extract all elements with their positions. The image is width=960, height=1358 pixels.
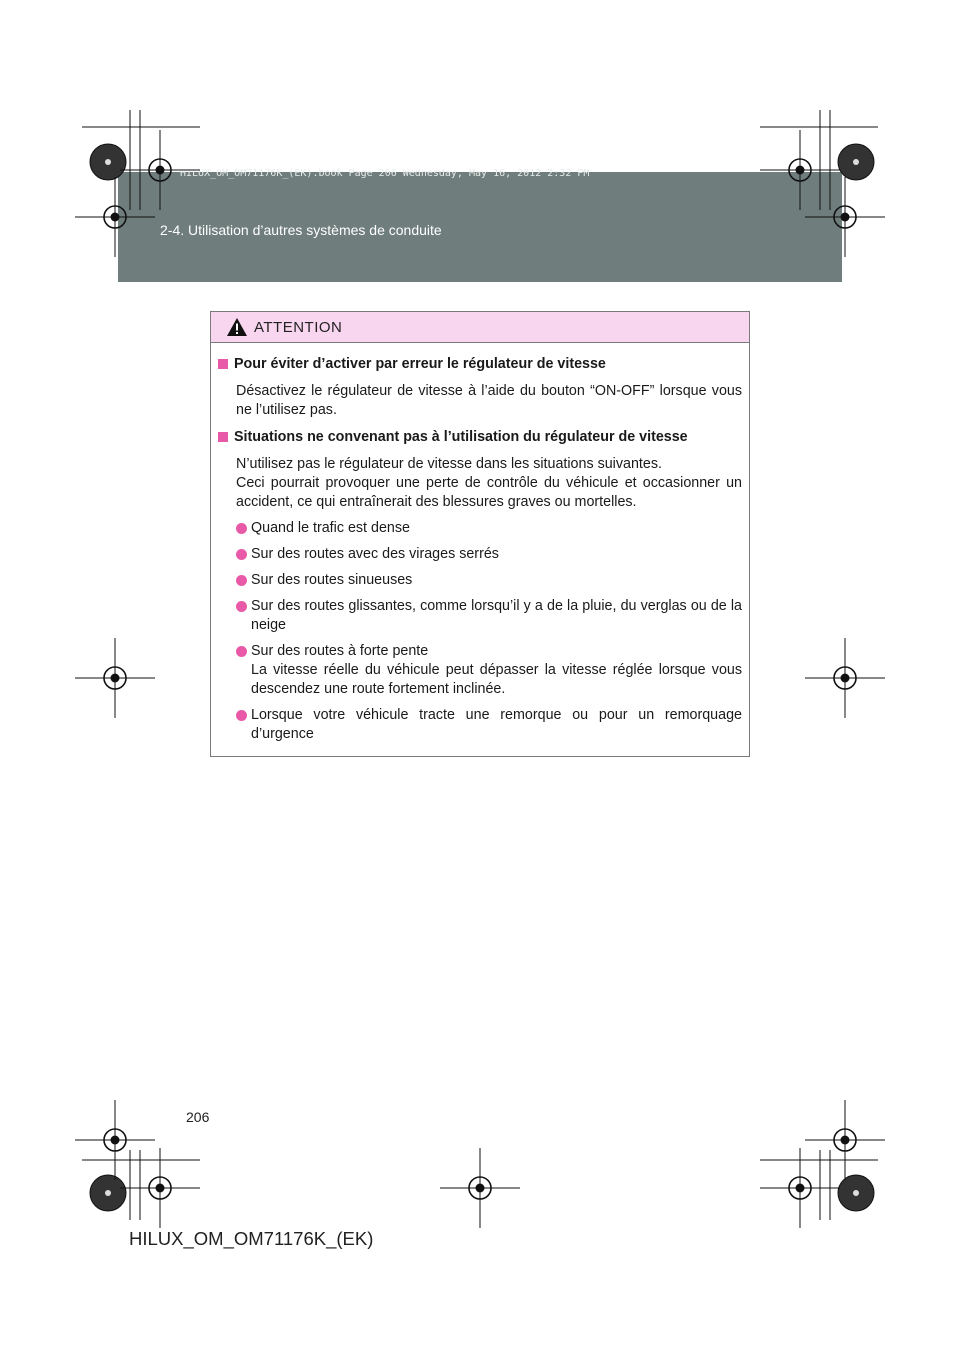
section-title: 2-4. Utilisation d’autres systèmes de conduite [160,222,442,238]
registration-mark [75,177,155,257]
color-wheel-mark [838,1175,874,1211]
attention-title: ATTENTION [254,319,343,336]
color-wheel-mark [90,144,126,180]
doc-code: HILUX_OM_OM71176K_(EK) [129,1228,374,1249]
book-stamp: HILUX_OM_OM71176K_(EK).book Page 206 Wednesday, May 16, 2012 2:32 PM [180,168,590,179]
registration-mark [75,1100,155,1180]
registration-mark [805,638,885,718]
list-item: Sur des routes avec des virages serrés [236,545,742,564]
color-wheel-mark [838,144,874,180]
list-item: Sur des routes à forte pente La vitesse réelle du véhicule peut dépasser la vitesse réglée lorsque vous descendez une route fortement inclinée. [236,642,742,699]
list-item: Quand le trafic est dense [236,519,742,538]
registration-mark [120,130,200,210]
paragraph: N’utilisez pas le régulateur de vitesse dans les situations suivantes. Ceci pourrait provoquer une perte de contrôle du véhicule et occasionner un accident, ce qui entraînerait des blessures graves ou mortelles. [236,456,742,510]
page-number: 206 [186,1109,210,1125]
section-heading: Pour éviter d’activer par erreur le régulateur de vitesse [218,355,742,374]
paragraph: Désactivez le régulateur de vitesse à l’aide du bouton “ON-OFF” lorsque vous ne l’utilisez pas. [236,383,742,418]
registration-mark [440,1148,520,1228]
list-item: Sur des routes glissantes, comme lorsqu’il y a de la pluie, du verglas ou de la neige [236,597,742,635]
section-heading: Situations ne convenant pas à l’utilisation du régulateur de vitesse [218,428,742,447]
registration-mark [805,177,885,257]
list-item: Sur des routes sinueuses [236,571,742,590]
registration-mark [760,130,840,210]
registration-mark [75,638,155,718]
list-item: Lorsque votre véhicule tracte une remorque ou pour un remorquage d’urgence [236,706,742,744]
registration-mark [805,1100,885,1180]
color-wheel-mark [90,1175,126,1211]
